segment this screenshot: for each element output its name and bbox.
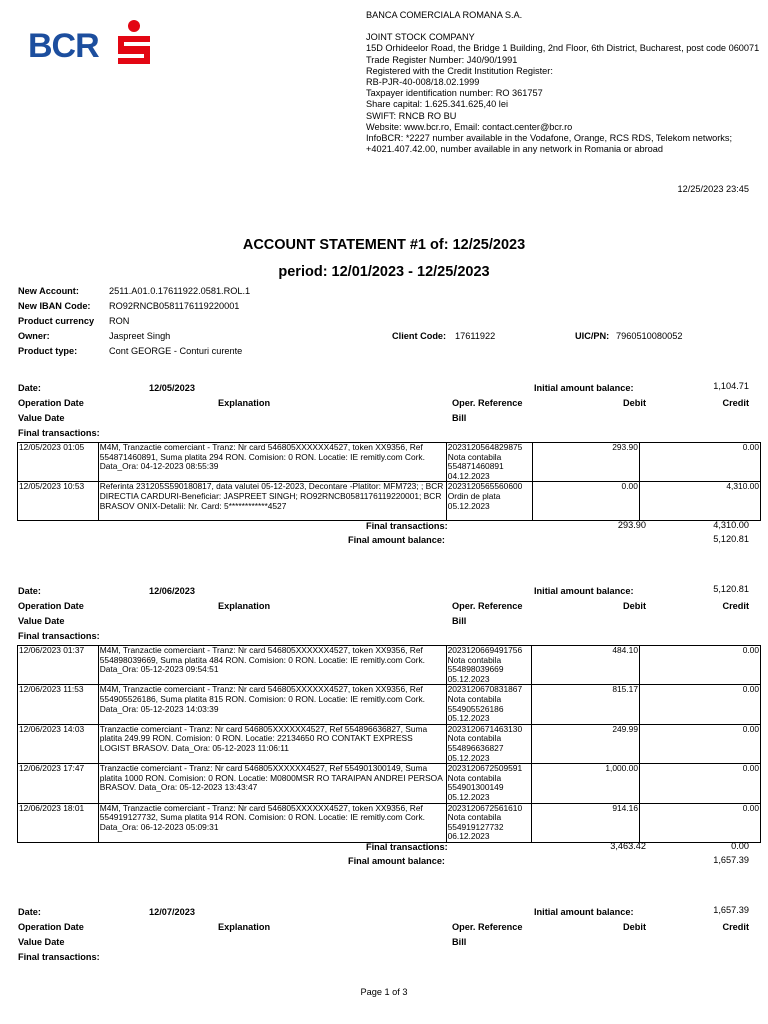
product-type-label: Product type: xyxy=(18,346,78,356)
reference-line: Nota contabila xyxy=(447,733,502,744)
table-row xyxy=(18,482,761,521)
currency-value: RON xyxy=(109,316,130,326)
reference-header: Oper. Reference xyxy=(452,398,523,408)
owner-value: Jaspreet Singh xyxy=(109,331,171,341)
reference-line: Nota contabila xyxy=(447,812,502,823)
operation-date-header: Operation Date xyxy=(18,922,84,932)
bank-info-line: RB-PJR-40-008/18.02.1999 xyxy=(366,77,480,88)
credit-header: Credit xyxy=(722,601,749,611)
table-row xyxy=(18,685,761,724)
transactions-table xyxy=(17,442,761,521)
final-credit: 4,310.00 xyxy=(713,520,749,530)
final-balance-value: 5,120.81 xyxy=(713,534,749,544)
debit-cell: 0.00 xyxy=(532,482,639,521)
client-code-label: Client Code: xyxy=(392,331,447,341)
final-transactions-heading: Final transactions: xyxy=(18,952,100,962)
bank-info-line: Share capital: 1.625.341.625,40 lei xyxy=(366,99,509,110)
bank-info-line: JOINT STOCK COMPANY xyxy=(366,32,475,43)
final-transactions-heading: Final transactions: xyxy=(18,428,100,438)
reference-line: Ordin de plata xyxy=(447,490,501,501)
reference-cell xyxy=(446,685,532,724)
final-debit: 3,463.42 xyxy=(610,841,646,851)
reference-line: 2023120670831867 xyxy=(447,684,523,695)
reference-line: 05.12.2023 xyxy=(447,713,490,724)
credit-cell: 4,310.00 xyxy=(639,482,760,521)
day-date: 12/05/2023 xyxy=(149,383,195,393)
bank-info xyxy=(366,10,761,155)
explanation-cell: Tranzactie comerciant - Tranz: Nr card 546805XXXXXX4527, Ref 554901300149, Suma platita 1000 RON. Comision: 0 RON. Locatie: M0800MSR RO TARAIPAN ANDREI PERSOA BRASOV. Data_Ora: 05-12-2023 13:43:47 xyxy=(98,764,446,803)
explanation-cell: M4M, Tranzactie comerciant - Tranz: Nr card 546805XXXXXX4527, token XX9356, Ref 554919127732, Suma platita 914 RON. Comision: 0 RON. Locatie: IE remitly.com Cork. Data_Ora: 06-12-2023 05:09:31 xyxy=(98,803,446,842)
reference-line: 554896636827 xyxy=(447,742,504,753)
credit-header: Credit xyxy=(722,922,749,932)
bcr-logo xyxy=(28,26,158,66)
credit-cell: 0.00 xyxy=(639,724,760,763)
bank-info-line: Trade Register Number: J40/90/1991 xyxy=(366,54,518,65)
table-row xyxy=(18,803,761,842)
bank-info-line: +4021.407.42.00, number available in any network in Romania or abroad xyxy=(366,144,664,155)
credit-cell: 0.00 xyxy=(639,646,760,685)
iban-label: New IBAN Code: xyxy=(18,301,91,311)
bcr-logo-icon xyxy=(112,18,156,70)
debit-cell: 1,000.00 xyxy=(532,764,640,803)
reference-line: 554901300149 xyxy=(447,782,504,793)
op-date-cell: 12/06/2023 01:37 xyxy=(18,646,99,685)
reference-line: 2023120671463130 xyxy=(447,723,523,734)
final-credit: 0.00 xyxy=(731,841,749,851)
op-date-cell: 12/06/2023 11:53 xyxy=(18,685,99,724)
iban-value: RO92RNCB0581176119220001 xyxy=(109,301,240,311)
final-debit: 293.90 xyxy=(617,520,646,530)
date-label: Date: xyxy=(18,907,41,917)
reference-line: Nota contabila xyxy=(447,451,502,462)
explanation-cell: M4M, Tranzactie comerciant - Tranz: Nr card 546805XXXXXX4527, token XX9356, Ref 554905526186, Suma platita 815 RON. Comision: 0 RON. Locatie: IE remitly.com Cork. Data_Ora: 05-12-2023 14:03:39 xyxy=(98,685,446,724)
op-date-cell: 12/06/2023 17:47 xyxy=(18,764,99,803)
value-date-header: Value Date xyxy=(18,616,65,626)
explanation-cell: Tranzactie comerciant - Tranz: Nr card 546805XXXXXX4527, Ref 554896636827, Suma platita 249.99 RON. Comision: 0 RON. Locatie: 22134650 RO CONTAKT EXPRESS LOGIST BRASOV. Data_Ora: 05-12-2023 11:06:11 xyxy=(98,724,446,763)
reference-line: 2023120672561610 xyxy=(447,802,523,813)
bank-info-line: Website: www.bcr.ro, Email: contact.center@bcr.ro xyxy=(366,121,573,132)
reference-cell xyxy=(446,724,532,763)
explanation-header: Explanation xyxy=(218,601,271,611)
debit-cell: 815.17 xyxy=(532,685,640,724)
debit-header: Debit xyxy=(623,398,646,408)
operation-date-header: Operation Date xyxy=(18,398,84,408)
bank-info-line: Taxpayer identification number: RO 361757 xyxy=(366,88,543,99)
table-row xyxy=(18,646,761,685)
day-date: 12/06/2023 xyxy=(149,586,195,596)
page-number: Page 1 of 3 xyxy=(360,987,408,997)
initial-balance-label: Initial amount balance: xyxy=(534,907,634,917)
debit-cell: 249.99 xyxy=(532,724,640,763)
reference-line: 2023120672509591 xyxy=(447,763,523,774)
debit-header: Debit xyxy=(623,922,646,932)
final-balance-label: Final amount balance: xyxy=(348,535,445,545)
reference-header: Oper. Reference xyxy=(452,922,523,932)
explanation-cell: M4M, Tranzactie comerciant - Tranz: Nr card 546805XXXXXX4527, token XX9356, Ref 554871460891, Suma platita 294 RON. Comision: 0 RON. Locatie: IE remitly.com Cork. Data_Ora: 04-12-2023 08:55:39 xyxy=(98,443,446,482)
bank-info-line: 15D Orhideelor Road, the Bridge 1 Building, 2nd Floor, 6th District, Bucharest, post code 060071 xyxy=(366,43,760,54)
reference-cell xyxy=(446,764,532,803)
statement-period: period: 12/01/2023 - 12/25/2023 xyxy=(278,264,490,280)
initial-balance-label: Initial amount balance: xyxy=(534,586,634,596)
bill-header: Bill xyxy=(452,937,467,947)
reference-line: 04.12.2023 xyxy=(447,470,490,481)
initial-balance-value: 1,657.39 xyxy=(713,905,749,915)
initial-balance-value: 5,120.81 xyxy=(713,584,749,594)
explanation-header: Explanation xyxy=(218,922,271,932)
statement-timestamp: 12/25/2023 23:45 xyxy=(677,184,749,194)
reference-cell xyxy=(446,482,532,521)
reference-line: 06.12.2023 xyxy=(447,831,490,842)
bill-header: Bill xyxy=(452,616,467,626)
reference-line: Nota contabila xyxy=(447,693,502,704)
reference-line: 2023120565560600 xyxy=(447,481,523,492)
uic-value: 7960510080052 xyxy=(616,331,683,341)
reference-line: 554898039669 xyxy=(447,664,504,675)
debit-cell: 293.90 xyxy=(532,443,639,482)
reference-line: Nota contabila xyxy=(447,772,502,783)
reference-line: 05.12.2023 xyxy=(447,791,490,802)
credit-header: Credit xyxy=(722,398,749,408)
reference-line: Nota contabila xyxy=(447,654,502,665)
new-account-value: 2511.A01.0.17611922.0581.ROL.1 xyxy=(109,286,251,296)
value-date-header: Value Date xyxy=(18,413,65,423)
bcr-logo-text: BCR xyxy=(28,27,99,65)
date-label: Date: xyxy=(18,383,41,393)
initial-balance-label: Initial amount balance: xyxy=(534,383,634,393)
reference-line: 2023120564829875 xyxy=(447,442,523,452)
op-date-cell: 12/05/2023 01:05 xyxy=(18,443,99,482)
debit-cell: 484.10 xyxy=(532,646,640,685)
final-balance-label: Final amount balance: xyxy=(348,856,445,866)
reference-cell xyxy=(446,646,532,685)
transactions-table xyxy=(17,645,761,843)
bank-info-line: InfoBCR: *2227 number available in the Vodafone, Orange, RCS RDS, Telekom networks; xyxy=(366,133,732,144)
reference-line: 554905526186 xyxy=(447,703,504,714)
operation-date-header: Operation Date xyxy=(18,601,84,611)
op-date-cell: 12/06/2023 18:01 xyxy=(18,803,99,842)
reference-cell xyxy=(446,443,532,482)
product-type-value: Cont GEORGE - Conturi curente xyxy=(109,346,243,356)
final-transactions-label: Final transactions: xyxy=(366,521,448,531)
statement-title: ACCOUNT STATEMENT #1 of: 12/25/2023 xyxy=(242,237,526,253)
explanation-cell: M4M, Tranzactie comerciant - Tranz: Nr card 546805XXXXXX4527, token XX9356, Ref 554898039669, Suma platita 484 RON. Comision: 0 RON. Locatie: IE remitly.com Cork. Data_Ora: 05-12-2023 09:54:51 xyxy=(98,646,446,685)
owner-label: Owner: xyxy=(18,331,50,341)
credit-cell: 0.00 xyxy=(639,685,760,724)
bank-info-line: BANCA COMERCIALA ROMANA S.A. xyxy=(366,10,523,20)
op-date-cell: 12/06/2023 14:03 xyxy=(18,724,99,763)
reference-line: 05.12.2023 xyxy=(447,673,490,684)
bank-info-line: Registered with the Credit Institution Register: xyxy=(366,65,553,76)
final-transactions-label: Final transactions: xyxy=(366,842,448,852)
initial-balance-value: 1,104.71 xyxy=(713,381,749,391)
explanation-cell: Referinta 231205S590180817, data valutei 05-12-2023, Decontare -Platitor: MFM723; ; BCR DIRECTIA CARDURI-Beneficiar: JASPREET SINGH; RO92RNCB0581176119220001; BCR BRASOV ONIX-Detalii: Nr. Card: 5************4527 xyxy=(98,482,446,521)
uic-label: UIC/PN: xyxy=(575,331,610,341)
bill-header: Bill xyxy=(452,413,467,423)
currency-label: Product currency xyxy=(18,316,95,326)
credit-cell: 0.00 xyxy=(639,443,760,482)
reference-line: 2023120669491756 xyxy=(447,645,523,655)
explanation-header: Explanation xyxy=(218,398,271,408)
final-transactions-heading: Final transactions: xyxy=(18,631,100,641)
table-row xyxy=(18,443,761,482)
final-balance-value: 1,657.39 xyxy=(713,855,749,865)
reference-line: 05.12.2023 xyxy=(447,500,490,511)
reference-header: Oper. Reference xyxy=(452,601,523,611)
reference-line: 05.12.2023 xyxy=(447,752,490,763)
day-date: 12/07/2023 xyxy=(149,907,195,917)
credit-cell: 0.00 xyxy=(639,764,760,803)
reference-cell xyxy=(446,803,532,842)
op-date-cell: 12/05/2023 10:53 xyxy=(18,482,99,521)
reference-line: 554919127732 xyxy=(447,821,504,832)
value-date-header: Value Date xyxy=(18,937,65,947)
date-label: Date: xyxy=(18,586,41,596)
table-row xyxy=(18,724,761,763)
client-code-value: 17611922 xyxy=(455,331,496,341)
bank-info-line: SWIFT: RNCB RO BU xyxy=(366,110,457,121)
bank-info-spacer xyxy=(366,21,761,32)
new-account-label: New Account: xyxy=(18,286,79,296)
credit-cell: 0.00 xyxy=(639,803,760,842)
debit-header: Debit xyxy=(623,601,646,611)
table-row xyxy=(18,764,761,803)
reference-line: 554871460891 xyxy=(447,461,504,472)
debit-cell: 914.16 xyxy=(532,803,640,842)
